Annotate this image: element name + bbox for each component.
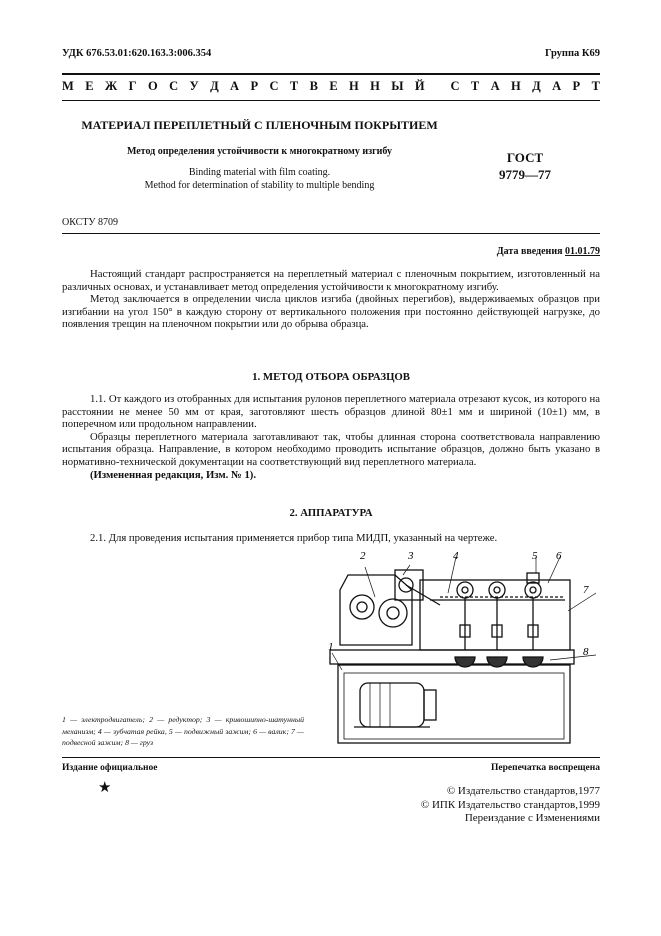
label-3: 3 xyxy=(408,550,414,562)
footer-rule xyxy=(62,757,600,758)
banner-letter: С xyxy=(169,79,179,93)
banner-letter: В xyxy=(309,79,318,93)
banner-letter: Т xyxy=(470,79,480,93)
intro-date-value: 01.01.79 xyxy=(565,246,600,257)
banner-letter: Р xyxy=(572,79,581,93)
copyright-1977: © Издательство стандартов,1977 xyxy=(446,785,600,797)
banner-letter: Н xyxy=(370,79,380,93)
copyright-1999: © ИПК Издательство стандартов,1999 xyxy=(420,798,600,811)
section-1-paragraph-1: 1.1. От каждого из отобранных для испытания рулонов переплетного материала отрезают кусок, из которого на расстоянии не менее 50 мм от края, заготовляют шесть образцов длиной 80±1 мм и шириной (10±1) мм, в поперечном или продольном направлении. xyxy=(62,393,600,431)
banner-letter: А xyxy=(230,79,240,93)
banner-letter: С xyxy=(450,79,460,93)
banner-letter: А xyxy=(490,79,500,93)
amendment-note: (Измененная редакция, Изм. № 1). xyxy=(90,468,257,481)
interstate-standard-banner xyxy=(62,79,600,94)
banner-letter: Е xyxy=(329,79,338,93)
section-2-paragraph-1: 2.1. Для проведения испытания применяется прибор типа МИДП, указанный на чертеже. xyxy=(90,532,498,544)
banner-rule xyxy=(62,100,600,101)
top-frame xyxy=(420,580,570,650)
banner-letter: У xyxy=(189,79,199,93)
banner-letter: М xyxy=(62,79,74,93)
figure-caption: 1 — электродвигатель; 2 — редуктор; 3 — кривошипно-шатунный механизм; 4 — зубчатая рейка, 5 — подвижный зажим; 6 — валик; 7 — подвесной зажим; 8 — груз xyxy=(62,715,304,747)
banner-letter: Н xyxy=(349,79,359,93)
gost-label: ГОСТ xyxy=(506,150,544,165)
intro-text xyxy=(62,268,600,331)
banner-letter: А xyxy=(552,79,562,93)
banner-letter: Е xyxy=(85,79,94,93)
intro-paragraph-1: Настоящий стандарт распространяется на переплетный материал с пленочным покрытием, изготовленный на различных основах, и устанавливает метод определения устойчивости к многократному изгибу. xyxy=(62,268,600,293)
section-1-paragraph-2: Образцы переплетного материала заготавливают так, чтобы длинная сторона соответствовала направлению испытания образца. Направление, в котором необходимо проводить испытание образцов, должно быть указано в нормативно-технической документации на соответствующий вид переплетного материала. xyxy=(62,430,600,468)
label-8: 8 xyxy=(583,646,589,658)
section-2-heading: 2. АППАРАТУРА xyxy=(289,507,373,519)
banner-letter: Д xyxy=(532,79,541,93)
intro-date xyxy=(497,246,600,257)
oksty-code: ОКСТУ 8709 xyxy=(62,217,119,228)
document-title: МАТЕРИАЛ ПЕРЕПЛЕТНЫЙ С ПЛЕНОЧНЫМ ПОКРЫТИЕМ xyxy=(81,118,438,132)
motor-body xyxy=(360,683,424,727)
intro-date-label: Дата введения xyxy=(496,246,563,257)
label-7: 7 xyxy=(583,584,589,596)
top-rule xyxy=(62,73,600,75)
copyright-block xyxy=(421,785,600,826)
banner-letter xyxy=(436,79,439,94)
group-code: Группа К69 xyxy=(544,48,600,59)
gost-designation xyxy=(485,149,565,183)
udk-code: УДК 676.53.01:620.163.3:006.354 xyxy=(62,48,212,59)
oksty-rule xyxy=(62,233,600,234)
banner-letter: Д xyxy=(210,79,219,93)
section-1-text xyxy=(62,393,600,481)
banner-letter: Ы xyxy=(391,79,404,93)
star-icon: ★ xyxy=(98,780,112,796)
banner-letter: Т xyxy=(289,79,299,93)
intro-paragraph-2: Метод заключается в определении числа циклов изгиба (двойных перегибов), выдерживаемых образцов при изгибании на угол 150° в каждую сторону от вертикального положения при постоянно действующей нагрузке, до появления трещин на пленочном покрытии или до обрыва образца. xyxy=(62,293,600,331)
banner-letter: Й xyxy=(414,79,425,93)
label-1: 1 xyxy=(328,641,334,653)
banner-letter: Ж xyxy=(104,79,118,93)
label-4: 4 xyxy=(453,550,459,562)
method-title: Метод определения устойчивости к многократному изгибу xyxy=(126,146,393,157)
banner-letter: О xyxy=(147,79,158,93)
banner-letter: Н xyxy=(511,79,521,93)
label-6: 6 xyxy=(556,550,562,562)
reissue-note: Переиздание с Изменениями xyxy=(464,812,600,824)
section-1-heading: 1. МЕТОД ОТБОРА ОБРАЗЦОВ xyxy=(252,371,410,383)
reprint-prohibited: Перепечатка воспрещена xyxy=(490,763,600,773)
banner-letter: Р xyxy=(250,79,259,93)
apparatus-drawing xyxy=(300,545,600,755)
english-title-line1: Binding material with film coating. xyxy=(188,167,331,178)
official-edition: Издание официальное xyxy=(62,763,158,773)
banner-letter: Т xyxy=(591,79,600,93)
label-2: 2 xyxy=(360,550,366,562)
english-title xyxy=(62,166,457,192)
gost-number: 9779—77 xyxy=(499,167,551,182)
banner-letter: С xyxy=(269,79,279,93)
label-5: 5 xyxy=(532,550,538,562)
section-2-text xyxy=(62,532,600,545)
english-title-line2: Method for determination of stability to multiple bending xyxy=(144,180,375,191)
banner-letter: Г xyxy=(128,79,137,93)
base-cabinet xyxy=(338,665,570,743)
